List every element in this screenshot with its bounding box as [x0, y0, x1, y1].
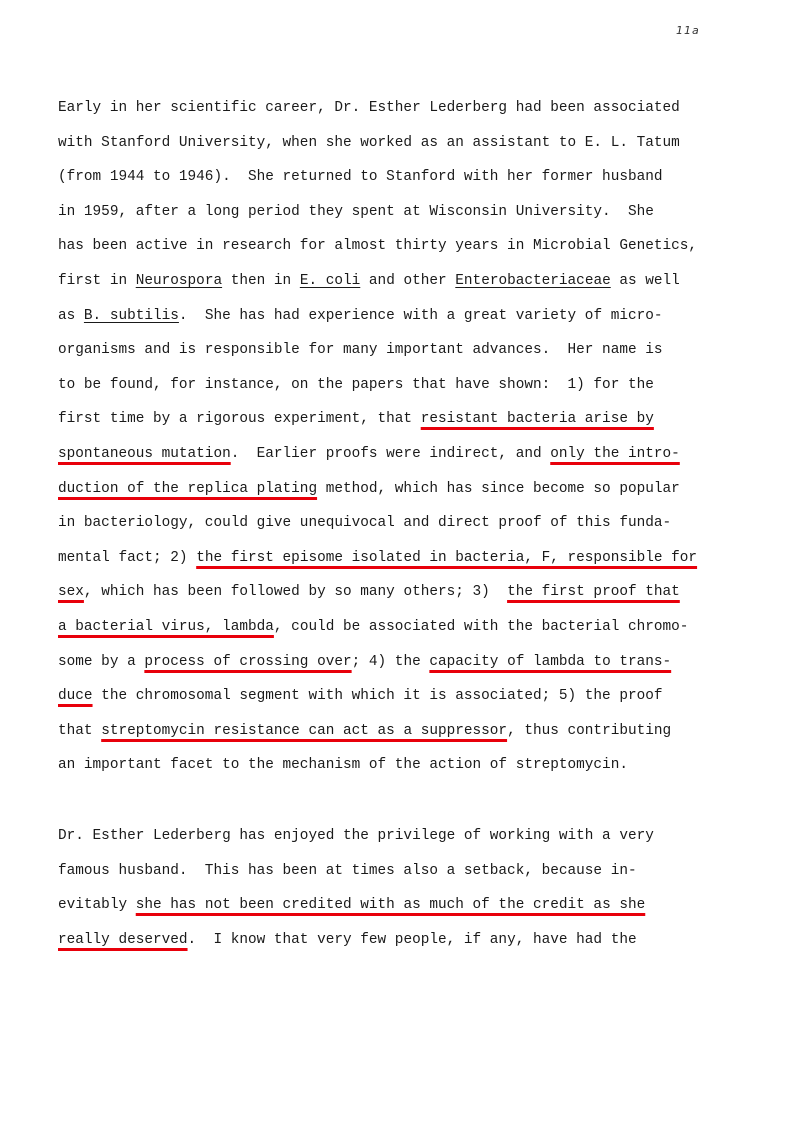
text-segment: mental fact; 2) — [58, 549, 197, 566]
text-segment: evitably — [58, 897, 136, 914]
page-number: 11a — [676, 24, 700, 37]
text-line — [58, 479, 758, 514]
text-line — [58, 271, 758, 306]
text-segment: method, which has since become so popular — [317, 480, 680, 497]
text-segment: , which has been followed by so many others; 3) — [83, 584, 508, 601]
species-name: E. coli — [299, 272, 361, 289]
highlighted-phrase: really deserved — [58, 931, 188, 948]
text-line — [58, 306, 758, 341]
highlighted-phrase: a bacterial virus, lambda — [58, 618, 274, 635]
text-segment: first time by a rigorous experiment, that — [58, 411, 421, 428]
highlighted-phrase: process of crossing over — [144, 653, 352, 670]
text-segment: that — [58, 722, 102, 739]
text-line — [58, 721, 758, 756]
text-segment: then in — [222, 272, 300, 289]
text-line: to be found, for instance, on the papers that have shown: 1) for the — [58, 376, 654, 393]
highlighted-phrase: the first proof that — [507, 584, 680, 601]
highlighted-phrase: spontaneous mutation — [58, 445, 231, 462]
text-line — [58, 686, 758, 721]
text-line: an important facet to the mechanism of the action of streptomycin. — [58, 757, 628, 774]
text-line — [58, 930, 758, 965]
text-segment: first in — [58, 272, 136, 289]
species-name: Neurospora — [135, 272, 223, 289]
text-segment: , thus contributing — [507, 722, 672, 739]
highlighted-phrase: sex — [58, 584, 84, 601]
text-line: Dr. Esther Lederberg has enjoyed the privilege of working with a very — [58, 828, 654, 844]
paragraph-1 — [58, 98, 758, 790]
highlighted-phrase: duction of the replica plating — [58, 480, 318, 497]
highlighted-phrase: duce — [58, 688, 93, 705]
species-name: B. subtilis — [83, 307, 179, 324]
text-segment: the chromosomal segment with which it is associated; 5) the proof — [92, 688, 663, 705]
text-segment: as well — [610, 272, 680, 289]
text-line: in 1959, after a long period they spent at Wisconsin University. She — [58, 203, 654, 220]
text-line: Early in her scientific career, Dr. Esther Lederberg had been associated — [58, 100, 680, 116]
text-segment: . Earlier proofs were indirect, and — [230, 445, 551, 462]
highlighted-phrase: the first episome isolated in bacteria, F, responsible for — [196, 549, 698, 566]
paragraph-2 — [58, 826, 758, 964]
text-segment: , could be associated with the bacterial chromo- — [273, 618, 689, 635]
text-line — [58, 617, 758, 652]
text-segment: and other — [360, 272, 456, 289]
text-line — [58, 548, 758, 583]
text-line: has been active in research for almost thirty years in Microbial Genetics, — [58, 238, 698, 255]
text-line: in bacteriology, could give unequivocal and direct proof of this funda- — [58, 515, 672, 532]
text-segment: ; 4) the — [351, 653, 430, 670]
highlighted-phrase: resistant bacteria arise by — [420, 411, 654, 428]
species-name: Enterobacteriaceae — [455, 272, 611, 289]
text-line: famous husband. This has been at times also a setback, because in- — [58, 862, 637, 879]
text-line — [58, 895, 758, 930]
text-segment: some by a — [58, 653, 145, 670]
highlighted-phrase: capacity of lambda to trans- — [429, 653, 672, 670]
text-line: (from 1944 to 1946). She returned to Stanford with her former husband — [58, 169, 663, 186]
highlighted-phrase: only the intro- — [550, 445, 680, 462]
text-line — [58, 409, 758, 444]
text-line — [58, 582, 758, 617]
text-segment: as — [58, 307, 84, 324]
text-segment: . She has had experience with a great variety of micro- — [178, 307, 663, 324]
text-line — [58, 652, 758, 687]
text-line: with Stanford University, when she worked as an assistant to E. L. Tatum — [58, 134, 680, 151]
text-segment: . I know that very few people, if any, have had the — [187, 931, 637, 948]
text-line: organisms and is responsible for many important advances. Her name is — [58, 342, 663, 359]
highlighted-phrase: she has not been credited with as much of the credit as she — [135, 897, 646, 914]
highlighted-phrase: streptomycin resistance can act as a suppressor — [101, 722, 508, 739]
text-line — [58, 444, 758, 479]
